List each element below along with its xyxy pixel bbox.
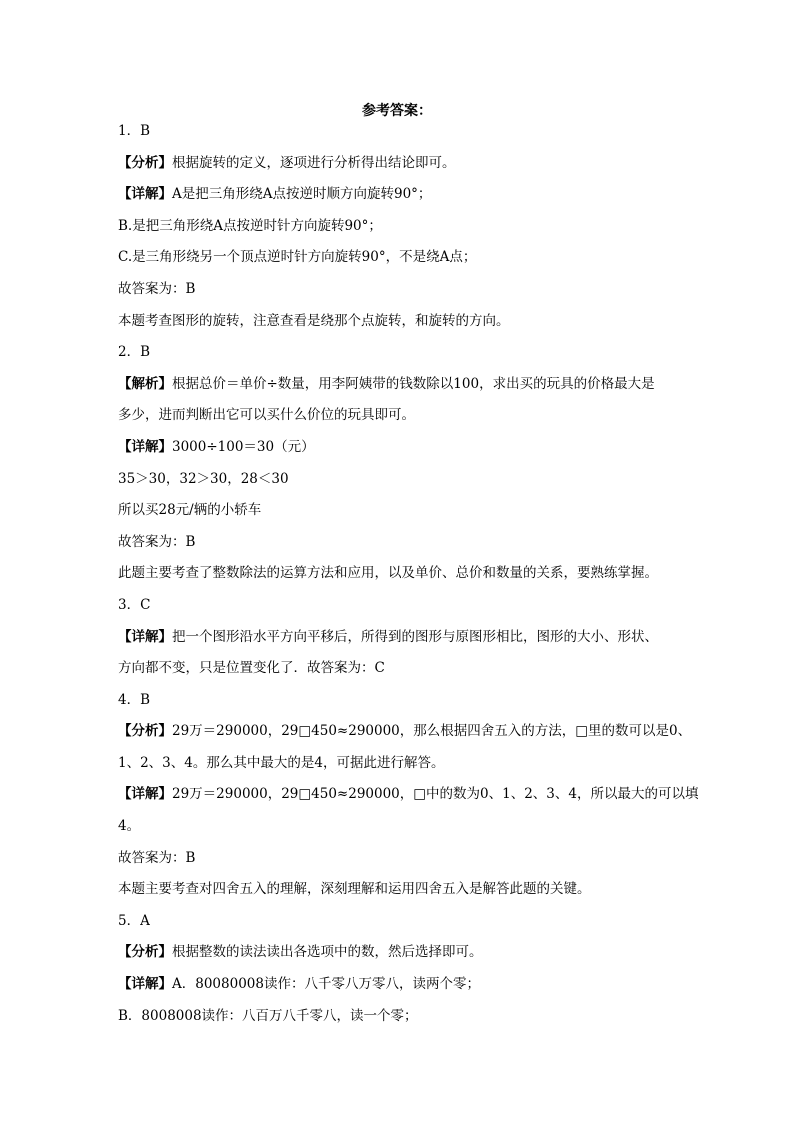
line-text: 故答案为：B <box>118 280 196 297</box>
answer-line <box>118 503 688 535</box>
answer-line <box>118 408 688 440</box>
answer-line <box>118 219 688 251</box>
section-tag: 【解析】 <box>118 375 172 392</box>
answer-lines <box>118 123 699 1040</box>
answer-line <box>118 440 688 472</box>
page-title: 参考答案： <box>362 103 432 119</box>
section-tag: 【详解】 <box>118 976 172 993</box>
section-tag: 【分析】 <box>118 154 172 171</box>
answer-line <box>118 566 688 598</box>
line-text: 3．C <box>118 596 151 613</box>
line-text: 所以买28元/辆的小轿车 <box>118 502 262 519</box>
answer-line <box>118 819 688 851</box>
line-text: 故答案为：B <box>118 849 196 866</box>
line-text: 5．A <box>118 912 150 929</box>
answer-line <box>118 187 688 219</box>
answer-line <box>118 723 692 756</box>
line-text: 1．B <box>118 123 151 139</box>
answer-line <box>118 314 688 346</box>
line-text: 本题考查图形的旋转，注意查看是绕那个点旋转，和旋转的方向。 <box>118 312 510 329</box>
answer-line <box>118 693 688 725</box>
line-text: 多少，进而判断出它可以买什么价位的玩具即可。 <box>118 407 415 424</box>
line-text: 2．B <box>118 344 151 361</box>
section-tag: 【分析】 <box>118 944 172 961</box>
line-text: 把一个图形沿水平方向平移后，所得到的图形与原图形相比，图形的大小、形状、 <box>172 628 658 645</box>
line-text: 4．B <box>118 691 151 708</box>
line-text: 1、2、3、4。那么其中最大的是4，可据此进行解答。 <box>118 754 445 771</box>
line-text: 29万＝290000，29□450≈290000，□中的数为0、1、2、3、4，所以最大的可以填 <box>172 786 699 803</box>
line-text: B.是把三角形绕A点按逆时针方向旋转90°； <box>118 217 382 234</box>
section-tag: 【详解】 <box>118 438 172 455</box>
section-tag: 【详解】 <box>118 628 172 645</box>
line-text: 此题主要考查了整数除法的运算方法和应用，以及单价、总价和数量的关系，要熟练掌握。 <box>118 565 658 582</box>
line-text: A是把三角形绕A点按逆时顺方向旋转90°； <box>172 186 432 203</box>
answer-line <box>118 914 688 946</box>
line-text: 方向都不变，只是位置变化了．故答案为：C <box>118 660 385 677</box>
answer-line <box>118 156 688 188</box>
answer-line <box>118 282 688 314</box>
answer-line <box>118 250 688 282</box>
line-text: 根据旋转的定义，逐项进行分析得出结论即可。 <box>172 154 456 171</box>
section-tag: 【分析】 <box>118 723 172 740</box>
answer-line <box>118 1009 688 1041</box>
answer-line <box>118 756 688 788</box>
answer-line <box>118 377 688 409</box>
answer-line <box>118 661 688 693</box>
line-text: 根据总价＝单价÷数量，用李阿姨带的钱数除以100，求出买的玩具的价格最大是 <box>172 375 655 392</box>
answer-line <box>118 786 699 819</box>
answer-line <box>118 535 688 567</box>
line-text: C.是三角形绕另一个顶点逆时针方向旋转90°，不是绕A点； <box>118 249 477 266</box>
answer-line <box>118 851 688 883</box>
line-text: B．8008008读作：八百万八千零八，读一个零； <box>118 1007 418 1024</box>
line-text: 根据整数的读法读出各选项中的数，然后选择即可。 <box>172 944 483 961</box>
answer-line <box>118 124 688 156</box>
answer-line <box>118 977 688 1009</box>
line-text: 4。 <box>118 818 141 835</box>
answer-line <box>118 472 688 504</box>
answer-line <box>118 882 688 914</box>
line-text: 35＞30，32＞30，28＜30 <box>118 470 289 487</box>
section-tag: 【详解】 <box>118 786 172 803</box>
answer-line <box>118 630 688 662</box>
answer-line <box>118 598 688 630</box>
answer-line <box>118 345 688 377</box>
line-text: A．80080008读作：八千零八万零八，读两个零； <box>172 976 480 993</box>
answer-line <box>118 945 688 977</box>
line-text: 故答案为：B <box>118 533 196 550</box>
line-text: 本题主要考查对四舍五入的理解，深刻理解和运用四舍五入是解答此题的关键。 <box>118 881 591 898</box>
section-tag: 【详解】 <box>118 186 172 203</box>
line-text: 3000÷100＝30（元） <box>172 438 315 455</box>
line-text: 29万＝290000，29□450≈290000，那么根据四舍五入的方法，□里的数可以是0、 <box>172 723 692 740</box>
